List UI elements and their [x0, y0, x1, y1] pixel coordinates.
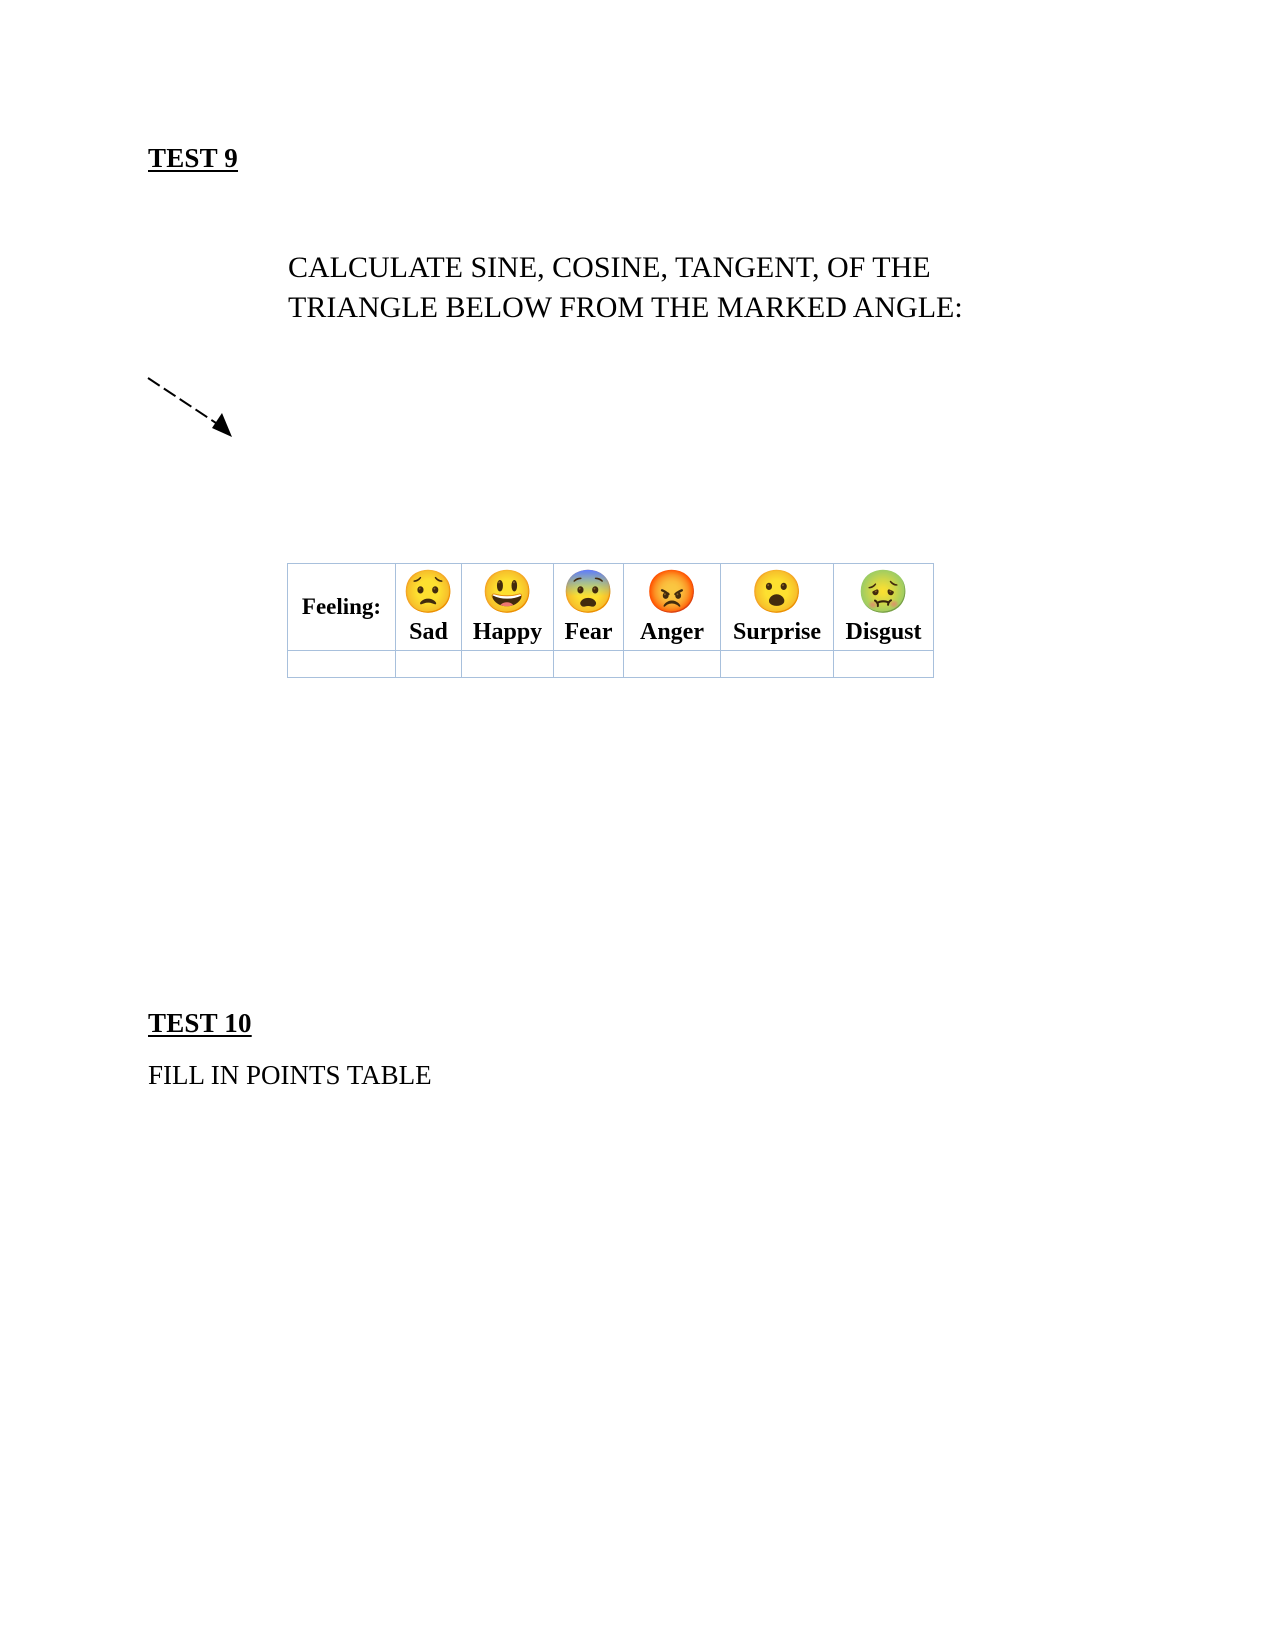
table-row-labels — [288, 564, 934, 651]
test10-heading: TEST 10 — [148, 1008, 252, 1038]
fearful-face-icon: 😨 — [562, 570, 615, 616]
answer-cell-disgust[interactable] — [834, 651, 934, 678]
feelings-table — [287, 563, 934, 678]
emotion-label-anger: Anger — [640, 619, 704, 645]
arrow-icon — [140, 370, 250, 450]
feeling-row-label: Feeling: — [288, 564, 396, 651]
answer-cell-sad[interactable] — [396, 651, 462, 678]
emotion-cell-disgust — [834, 564, 934, 651]
table-row-answers — [288, 651, 934, 678]
answer-cell-fear[interactable] — [554, 651, 624, 678]
happy-face-icon: 😃 — [481, 570, 534, 616]
emotion-cell-surprise — [721, 564, 834, 651]
emotion-cell-anger — [624, 564, 721, 651]
surprised-face-icon: 😮 — [750, 570, 804, 616]
test9-instruction-text: CALCULATE SINE, COSINE, TANGENT, OF THE TRIANGLE BELOW FROM THE MARKED ANGLE: — [288, 251, 963, 324]
emotion-label-disgust: Disgust — [845, 619, 922, 645]
answer-cell-surprise[interactable] — [721, 651, 834, 678]
disgusted-face-icon: 🤢 — [857, 570, 910, 616]
test9-heading: TEST 9 — [148, 143, 239, 173]
emotion-cell-sad — [396, 564, 462, 651]
emotion-cell-fear — [554, 564, 624, 651]
emotion-cell-happy — [462, 564, 554, 651]
test10-subtext: FILL IN POINTS TABLE — [148, 1060, 432, 1090]
answer-cell-happy[interactable] — [462, 651, 554, 678]
emotion-label-fear: Fear — [564, 619, 613, 645]
emotion-label-surprise: Surprise — [732, 619, 821, 645]
emotion-label-happy: Happy — [472, 619, 543, 645]
angry-face-icon: 😡 — [645, 570, 699, 616]
answer-cell-anger[interactable] — [624, 651, 721, 678]
answer-cell-feeling[interactable] — [288, 651, 396, 678]
sad-face-icon: 😟 — [402, 570, 455, 616]
emotion-label-sad: Sad — [409, 619, 448, 645]
